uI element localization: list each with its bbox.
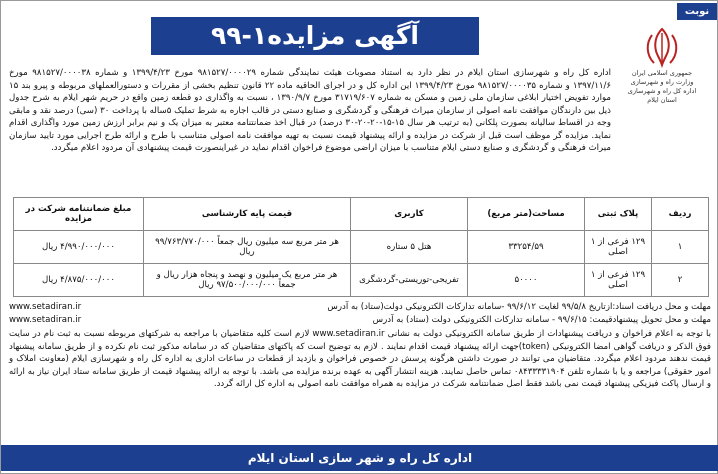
- emblem-line-1: جمهوری اسلامی ایران: [631, 69, 693, 77]
- cell-guarantee: ۴/۸۷۵/۰۰۰/۰۰۰ ریال: [14, 264, 144, 297]
- table-row: [14, 264, 709, 297]
- emblem-icon: [642, 25, 682, 69]
- col-base-price: قیمت پایه کارشناسی: [144, 198, 351, 231]
- cell-area: ۳۳۲۵۴/۵۹: [468, 231, 585, 264]
- footer-banner: اداره کل راه و شهر سازی استان ایلام: [1, 445, 718, 471]
- intro-paragraph: اداره کل راه و شهرسازی استان ایلام در نظر دارد به استناد مصوبات هیئت نمایندگی شماره ۹۸۱۵۲۷/۰۰۰۰۲۹ مورخ ۱۳۹۹/۴/۲۳ و شماره ۹۸۱۵۲۷/۰۰۰۰۳۸ مورخ ۱۳۹۷/۱۱/۶ و شماره ۹۸۱۵۲۷/۰۰۰۰۳۵ مورخ ۱۳۹۹/۴/۲۳ این اداره کل و در اجرای الحاقیه ماده ۲۲ قانون تنظیم بخشی از مقررات و دستورالعملهای مربوطه و پیرو بند ۱۵ موارد تفویض اختیار ابلاغی سازمان ملی زمین و مسکن به شماره ۳۱۷۱۹/۶۰۷ مورخ ۱۳۹۰/۹/۷ ، نسبت به واگذاری دو قطعه زمین واقع در حریم شهر ایلام به شرح جدول ذیل بین دارندگان موافقت نامه اصولی از سازمان میراث فرهنگی و گردشگری و صنایع دستی در قالب اجاره به شرط تملیک ۵ساله با پرداخت ۳۰ (سی) درصد نقد و مابقی وجه در اقساط سالیانه بصورت پلکانی (به ترتیب هر سال ۱۵-۱۵-۲۰-۲۰-۳۰ درصد) در قبال اخذ ضمانتنامه معتبر به میزان یک و نیم برابر ارزش زمین مورد واگذاری اقدام نماید. مزایده گر موظف است قبل از شرکت در مزایده و ارائه پیشنهاد قیمت نسبت به تهیه موافقت نامه اصولی متناسب با طرح و ارائه طرح اجرایی مورد تایید سازمان میراث فرهنگی و گردشگری و صنایع دستی ایلام متناسب با میزان اراضی موضوع فراخوان اقدام نماید در غیراینصورت قیمت پیشنهادی آن مردود اعلام میگردد.: [9, 68, 611, 153]
- cell-plate: ۱۲۹ فرعی از ۱ اصلی: [585, 264, 652, 297]
- cell-base-price: هر متر مربع سه میلیون ریال جمعاً ۹۹/۷۶۳/۷۷۰/۰۰۰ ریال: [144, 231, 351, 264]
- government-emblem: [619, 25, 705, 129]
- col-plate: پلاک ثبتی: [585, 198, 652, 231]
- table-header-row: [14, 198, 709, 231]
- cell-row: ۱: [652, 231, 709, 264]
- page-title: آگهی مزایده۱-۹۹: [151, 17, 479, 55]
- cell-row: ۲: [652, 264, 709, 297]
- cell-base-price: هر متر مربع یک میلیون و نهصد و پنجاه هزار ریال و جمعاً ۹۷/۵۰۰/۰۰۰/۰۰۰ ریال: [144, 264, 351, 297]
- cell-use: تفریحی-توریستی-گردشگری: [351, 264, 468, 297]
- col-guarantee: مبلغ ضمانتنامه شرکت در مزایده: [14, 198, 144, 231]
- deadline-documents: [9, 301, 711, 314]
- setad-link-2[interactable]: www.setadiran.ir: [9, 314, 82, 325]
- auction-table: [13, 197, 709, 297]
- emblem-line-2: وزارت راه و شهرسازی: [630, 78, 694, 86]
- deadline-documents-text: مهلت و محل دریافت اسناد:ازتاریخ ۹۹/۵/۸ لغایت ۹۹/۶/۱۲ -سامانه تدارکات الکترونیکی دولت(ستاد) به آدرس: [327, 302, 711, 312]
- emblem-line-4: استان ایلام: [647, 96, 677, 104]
- cell-guarantee: ۴/۹۹۰/۰۰۰/۰۰۰ ریال: [14, 231, 144, 264]
- deadline-submission-text: مهلت و محل تحویل پیشنهادقیمت: ۹۹/۶/۱۵ - سامانه تدارکات الکترونیکی دولت (ستاد) به آدرس: [372, 314, 711, 325]
- deadlines-section: [9, 301, 711, 326]
- table-row: [14, 231, 709, 264]
- col-area: مساحت(متر مربع): [468, 198, 585, 231]
- cell-plate: ۱۲۹ فرعی از ۱ اصلی: [585, 231, 652, 264]
- col-use: کاربری: [351, 198, 468, 231]
- setad-link-1[interactable]: www.setadiran.ir: [9, 302, 82, 312]
- round-badge: نوبت دوم: [677, 3, 717, 20]
- col-row: ردیف: [652, 198, 709, 231]
- deadline-submission: [9, 314, 711, 327]
- conditions-paragraph: با توجه به اعلام فراخوان و دریافت پیشنهادات از طریق سامانه الکترونیکی دولت به نشانی www.setadiran.ir لازم است کلیه متقاضیان با مراجعه به شرکتهای مربوطه نسبت به ثبت نام در سایت فوق الذکر و دریافت گواهی امضا الکترونیکی (token)جهت ارائه پیشنهاد قیمت اقدام نمایند . لازم به توضیح است که پاکتهای متقاضیان که در سامانه مذکور ثبت نام نکرده و از طریق سامانه پیشنهاد قیمت ندهند مردود اعلام میگردد. متقاضیان می توانند در صورت داشتن هرگونه پرسش در خصوص فراخوان و بازدید از قطعات در ساعات اداری به اداره کل راه و شهرسازی ایلام (معاونت املاک و امور حقوقی) مراجعه و یا با شماره تلفن ۰۸۴۳۳۳۳۱۹۰۴ تماس حاصل نمایند. هزینه انتشار آگهی به عهده برنده مزایده می باشد. با توجه به ارائه پیشنهاد قیمت از طریق سامانه ستاد ایران نیاز به ارائه و ارسال پاکت فیزیکی پیشنهاد قیمت نمی باشد فقط اصل ضمانتنامه شرکت در مزایده به همراه موافقت نامه اصولی به اداره کل ارائه گردد.: [9, 329, 711, 389]
- emblem-line-3: اداره کل راه و شهرسازی: [627, 87, 697, 95]
- cell-area: ۵۰۰۰۰: [468, 264, 585, 297]
- cell-use: هتل ۵ ستاره: [351, 231, 468, 264]
